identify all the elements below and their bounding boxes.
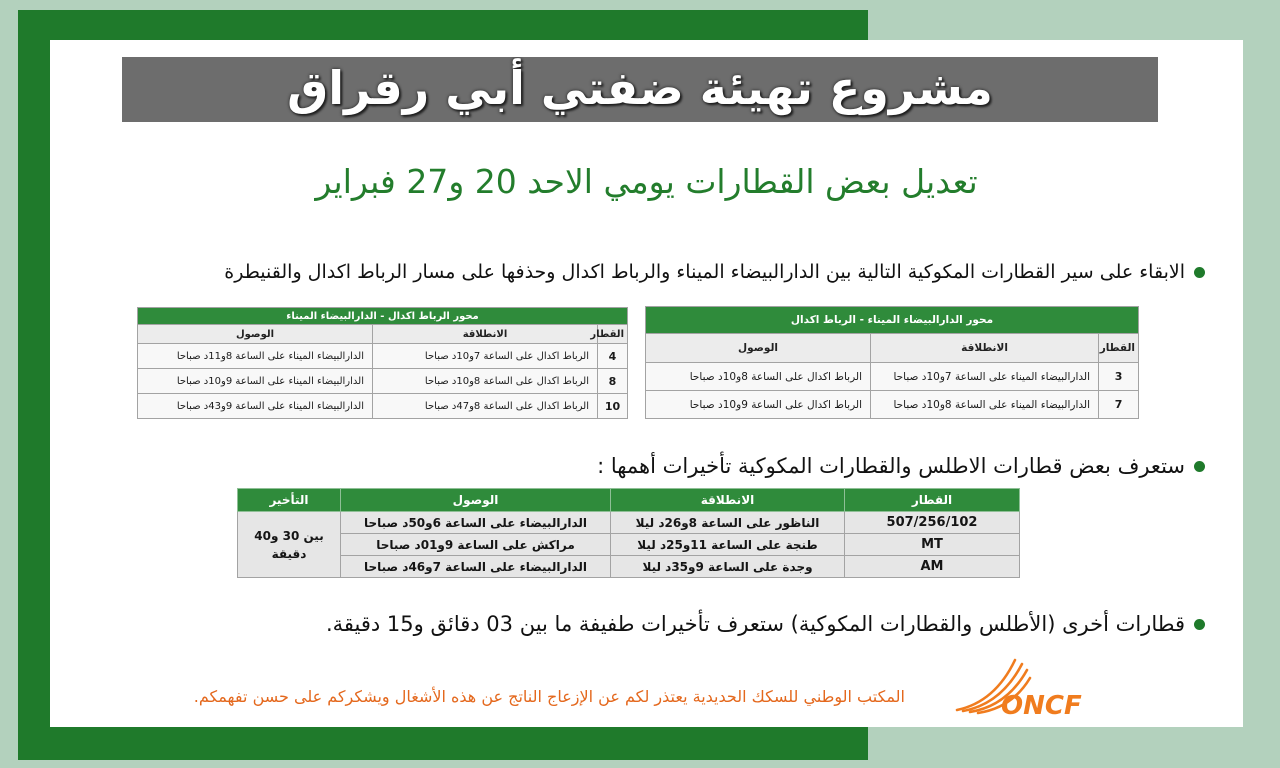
table-rabat-to-casa [137,307,628,419]
arrival-cell: الدارالبيضاء الميناء على الساعة 8و11د صباحا [138,344,373,369]
table-row [646,363,1139,391]
column-header-train: القطار [1099,334,1139,363]
column-header-arrival: الوصول [341,489,611,512]
arrival-cell: الرباط اكدال على الساعة 8و10د صباحا [646,363,871,391]
page-title: مشروع تهيئة ضفتي أبي رقراق [287,61,993,115]
column-header-delay: التأخير [238,489,341,512]
table-header-row [238,489,1020,512]
train-number-cell: 507/256/102 [845,512,1020,534]
bullet-item-minor-delays [60,610,1205,638]
departure-cell: الرباط اكدال على الساعة 8و10د صباحا [373,369,598,394]
departure-cell: وجدة على الساعة 9و35د ليلا [611,556,845,578]
bullet-dot-icon [1194,619,1205,630]
table-header-row [646,334,1139,363]
train-number-cell: 10 [598,394,628,419]
logo-text: ONCF [1001,691,1082,720]
column-header-departure: الانطلاقة [373,325,598,344]
column-header-arrival: الوصول [138,325,373,344]
arrival-cell: الدارالبيضاء على الساعة 6و50د صباحا [341,512,611,534]
delay-value: بين 30 و40 دقيقة [254,528,324,561]
table-title: محور الدارالبيضاء الميناء - الرباط اكدال [646,307,1139,334]
bullet-item-delays [60,452,1205,480]
title-banner [122,57,1158,122]
announcement-subtitle: تعديل بعض القطارات يومي الاحد 20 و27 فبراير [315,162,978,201]
arrival-cell: الدارالبيضاء على الساعة 7و46د صباحا [341,556,611,578]
train-number-cell: 3 [1099,363,1139,391]
bullet-dot-icon [1194,461,1205,472]
apology-message: المكتب الوطني للسكك الحديدية يعتذر لكم عن الإزعاج الناتج عن هذه الأشغال ويشكركم على حسن تفهمكم. [193,687,905,706]
bullet-item-shuttle-trains [60,258,1205,286]
column-header-departure: الانطلاقة [611,489,845,512]
table-title-row [646,307,1139,334]
bullet-text: قطارات أخرى (الأطلس والقطارات المكوكية) ستعرف تأخيرات طفيفة ما بين 03 دقائق و15 دقيقة. [325,612,1185,636]
oncf-logo [955,656,1095,720]
arrival-cell: الدارالبيضاء الميناء على الساعة 9و43د صباحا [138,394,373,419]
delays-table [237,488,1020,578]
table-row [138,344,628,369]
table-casa-to-rabat [645,306,1139,419]
departure-cell: الرباط اكدال على الساعة 7و10د صباحا [373,344,598,369]
column-header-departure: الانطلاقة [871,334,1099,363]
arrival-cell: الدارالبيضاء الميناء على الساعة 9و10د صباحا [138,369,373,394]
departure-cell: الناظور على الساعة 8و26د ليلا [611,512,845,534]
train-number-cell: 8 [598,369,628,394]
train-number-cell: MT [845,534,1020,556]
departure-cell: الدارالبيضاء الميناء على الساعة 7و10د صباحا [871,363,1099,391]
table-header-row [138,325,628,344]
table-row [238,534,1020,556]
column-header-arrival: الوصول [646,334,871,363]
train-number-cell: AM [845,556,1020,578]
bullet-dot-icon [1194,267,1205,278]
departure-cell: طنجة على الساعة 11و25د ليلا [611,534,845,556]
table-row [238,512,1020,534]
table-title: محور الرباط اكدال - الدارالبيضاء الميناء [138,308,628,325]
table-row [138,394,628,419]
departure-cell: الدارالبيضاء الميناء على الساعة 8و10د صباحا [871,391,1099,419]
table-title-row [138,308,628,325]
departure-cell: الرباط اكدال على الساعة 8و47د صباحا [373,394,598,419]
table-row [138,369,628,394]
table-row [238,556,1020,578]
bullet-text: ستعرف بعض قطارات الاطلس والقطارات المكوكية تأخيرات أهمها : [597,454,1185,478]
delay-cell [238,512,341,578]
column-header-train: القطار [598,325,628,344]
train-number-cell: 4 [598,344,628,369]
column-header-train: القطار [845,489,1020,512]
table-row [646,391,1139,419]
train-number-cell: 7 [1099,391,1139,419]
bullet-text: الابقاء على سير القطارات المكوكية التالية بين الدارالبيضاء الميناء والرباط اكدال وحذفها على مسار الرباط اكدال والقنيطرة [224,261,1185,283]
arrival-cell: مراكش على الساعة 9و01د صباحا [341,534,611,556]
arrival-cell: الرباط اكدال على الساعة 9و10د صباحا [646,391,871,419]
